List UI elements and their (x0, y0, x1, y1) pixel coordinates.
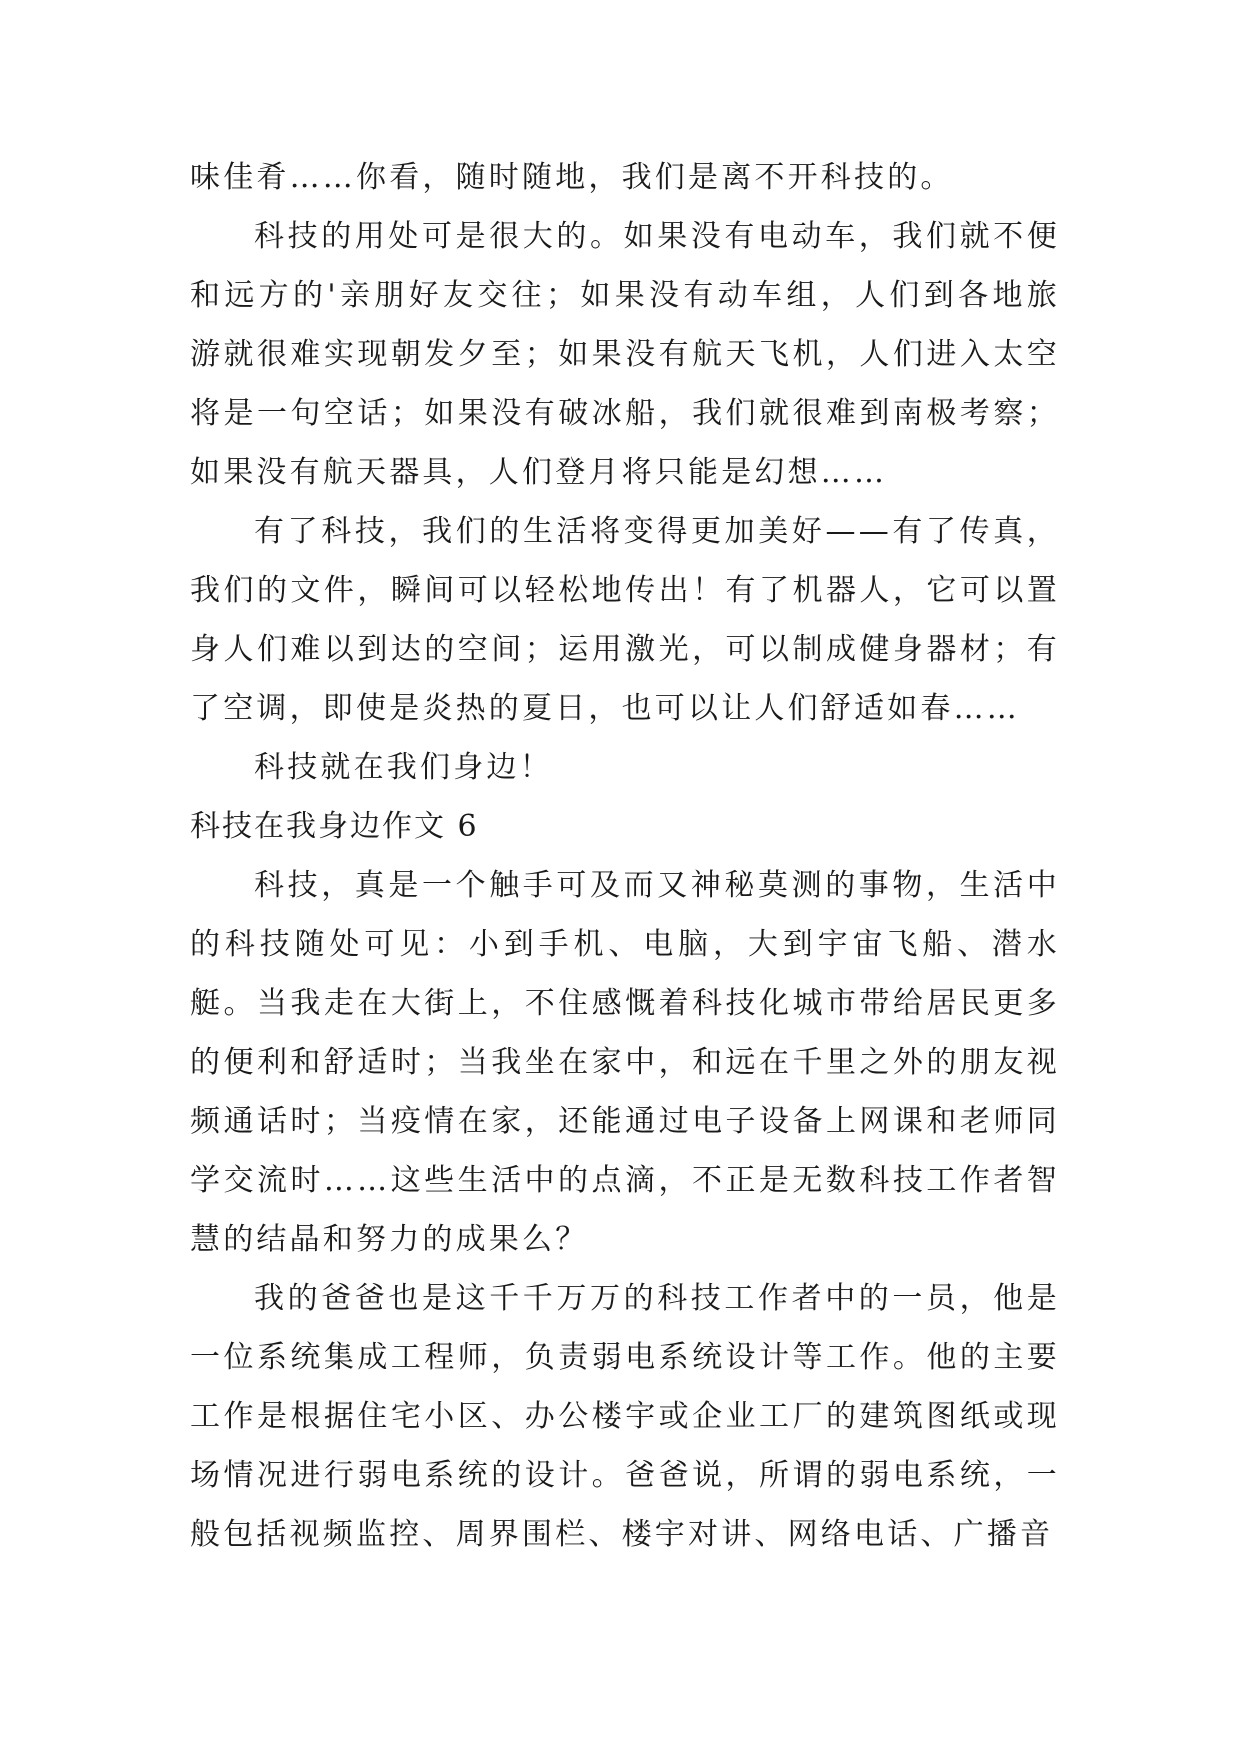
essay-heading: 科技在我身边作文 6 (190, 809, 479, 844)
paragraph-better-life: 有了科技，我们的生活将变得更加美好——有了传真，我们的文件，瞬间可以轻松地传出！有了机器人，它可以置身人们难以到达的空间；运用激光，可以制成健身器材；有了空调，即使是炎热的夏日，也可以让人们舒适如春…… (190, 514, 1060, 726)
paragraph-tech-uses: 科技的用处可是很大的。如果没有电动车，我们就不便和远方的'亲朋好友交往；如果没有动车组，人们到各地旅游就很难实现朝发夕至；如果没有航天飞机，人们进入太空将是一句空话；如果没有破冰船，我们就很难到南极考察；如果没有航天器具，人们登月将只能是幻想…… (190, 219, 1060, 490)
paragraph-tech-near-us: 科技就在我们身边！ (254, 750, 553, 785)
paragraph-father-engineer: 我的爸爸也是这千千万万的科技工作者中的一员，他是一位系统集成工程师，负责弱电系统设计等工作。他的主要工作是根据住宅小区、办公楼宇或企业工厂的建筑图纸或现场情况进行弱电系统的设计。爸爸说，所谓的弱电系统，一般包括视频监控、周界围栏、楼宇对讲、网络电话、广播音 (190, 1281, 1060, 1552)
document-body (190, 148, 1060, 1564)
paragraph-continuation: 味佳肴……你看，随时随地，我们是离不开科技的。 (190, 160, 954, 195)
paragraph-tech-everywhere: 科技，真是一个触手可及而又神秘莫测的事物，生活中的科技随处可见：小到手机、电脑，大到宇宙飞船、潜水艇。当我走在大街上，不住感慨着科技化城市带给居民更多的便利和舒适时；当我坐在家中，和远在千里之外的朋友视频通话时；当疫情在家，还能通过电子设备上网课和老师同学交流时……这些生活中的点滴，不正是无数科技工作者智慧的结晶和努力的成果么？ (190, 868, 1060, 1257)
